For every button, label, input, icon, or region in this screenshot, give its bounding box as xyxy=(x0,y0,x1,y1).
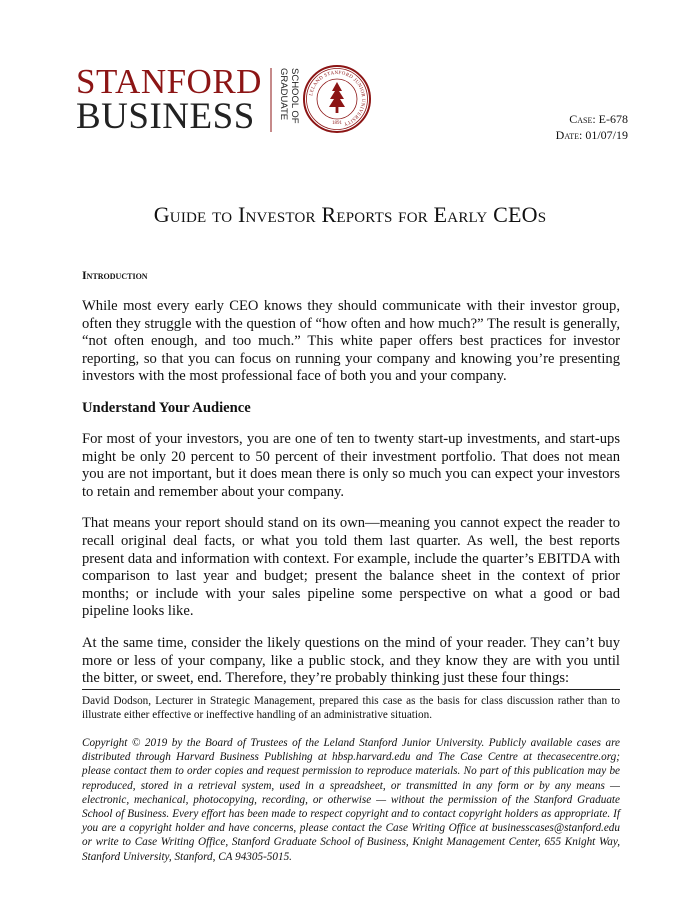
case-info xyxy=(556,111,628,143)
seal-ring-text: LELAND STANFORD JUNIOR UNIVERSITY xyxy=(309,70,366,127)
footnote-divider xyxy=(82,689,620,690)
logo-graduate-school-vertical-text xyxy=(270,66,300,134)
audience-paragraph-1: For most of your investors, you are one of ten to twenty start-up investments, and start-ups might be only 20 percent to 50 percent of their investment portfolio. That does not mean you are not important, but it does mean there is only so much you can expect your investors to retain and remember about your company. xyxy=(82,430,620,500)
logo-stanford-text: STANFORD xyxy=(76,62,262,101)
body-content xyxy=(82,268,620,702)
audience-paragraph-3: At the same time, consider the likely questions on the mind of your reader. They can’t buy more or less of your company, like a public stock, and they know they are with you until the bitter, or sweet, end. Therefore, they’re probably thinking just these four things: xyxy=(82,634,620,687)
case-date: Date: 01/07/19 xyxy=(555,128,628,142)
copyright-notice: Copyright © 2019 by the Board of Trustees of the Leland Stanford Junior University. Publicly available cases are distributed through Harvard Business Publishing at hbsp.harvard.edu and The Case Centre at thecasecentre.org; please contact them to order copies and request permission to reproduce materials. No part of this publication may be reproduced, stored in a retrieval system, used in a spreadsheet, or transmitted in any form or by any means — electronic, mechanical, photocopying, recording, or otherwise — without the permission of the Stanford Graduate School of Business. Every effort has been made to respect copyright and to contact copyright holders as appropriate. If you are a copyright holder and have concerns, please contact the Case Writing Office at businesscases@stanford.edu or write to Case Writing Office, Stanford Graduate School of Business, Knight Management Center, 655 Knight Way, Stanford University, Stanford, CA 94305-5015. xyxy=(82,737,620,863)
page-title: Guide to Investor Reports for Early CEOs xyxy=(153,202,547,227)
logo-business-text: BUSINESS xyxy=(76,96,255,137)
logo-vertical-line1: GRADUATE xyxy=(278,68,289,121)
stanford-gsb-logo xyxy=(76,64,386,136)
logo-vertical-line2: SCHOOL OF xyxy=(289,68,300,124)
stanford-seal-icon xyxy=(302,64,372,134)
audience-paragraph-2: That means your report should stand on its own—meaning you cannot expect the reader to recall original deal facts, or what you told them last quarter. As well, the best reports present data and information with context. For example, include the quarter’s EBITDA with comparison to last year and budget; present the balance sheet in the context of prior months; or include with your sales pipeline some perspective on what a good or bad pipeline looks like. xyxy=(82,515,620,620)
tree-icon xyxy=(329,82,345,113)
audience-heading: Understand Your Audience xyxy=(82,399,251,416)
case-number: Case: E-678 xyxy=(569,112,628,126)
introduction-heading: Introduction xyxy=(82,268,148,282)
seal-year: 1891 xyxy=(332,121,342,126)
author-footnote: David Dodson, Lecturer in Strategic Management, prepared this case as the basis for class discussion rather than to illustrate either effective or ineffective handling of an administrative situation. xyxy=(82,695,620,722)
introduction-paragraph: While most every early CEO knows they should communicate with their investor group, often they struggle with the question of “how often and how much?” The result is generally, “not often enough, and too much.” This white paper offers best practices for investor reporting, so that you can focus on running your company and knowing you’re presenting investors with the most professional face of both you and your company. xyxy=(82,298,620,385)
